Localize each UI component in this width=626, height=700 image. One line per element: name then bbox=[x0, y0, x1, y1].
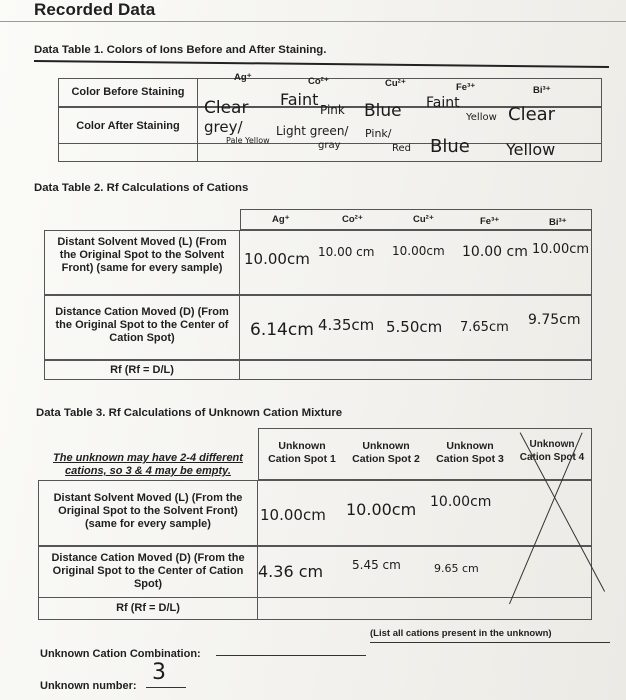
t1-ion-ag: Ag⁺ bbox=[234, 72, 252, 83]
hw-co-before: Faint bbox=[280, 90, 319, 109]
t3-header-3: Unknown Cation Spot 3 bbox=[436, 440, 504, 465]
hw-ag-after-2: Pale Yellow bbox=[226, 136, 270, 145]
t3-header-2: Unknown Cation Spot 2 bbox=[352, 440, 420, 465]
table3-caption: Data Table 3. Rf Calculations of Unknown Cation Mixture bbox=[36, 407, 343, 419]
hw-bi-before: Clear bbox=[508, 104, 556, 125]
t1-row-label-after: Color After Staining bbox=[76, 120, 180, 132]
hw-t2-l-ag: 10.00cm bbox=[244, 250, 310, 268]
unknown-number-value: 3 bbox=[152, 660, 166, 685]
hw-ag-before: Clear bbox=[204, 98, 249, 118]
hw-fe-after: Blue bbox=[430, 136, 470, 157]
table2-caption: Data Table 2. Rf Calculations of Cations bbox=[34, 182, 249, 194]
combination-label: Unknown Cation Combination: bbox=[40, 648, 201, 660]
t1-ion-bi: Bi³⁺ bbox=[533, 85, 551, 96]
hw-cu-before: Blue bbox=[364, 101, 402, 121]
hw-co-after-2: gray bbox=[318, 140, 341, 151]
hw-t2-l-fe: 10.00 cm bbox=[462, 244, 528, 260]
hw-t3-l-2: 10.00cm bbox=[346, 500, 417, 519]
table1-caption: Data Table 1. Colors of Ions Before and After Staining. bbox=[34, 44, 327, 56]
hw-t2-d-bi: 9.75cm bbox=[528, 312, 581, 328]
hw-cu-after-2: Red bbox=[392, 143, 411, 154]
table1-top-rule bbox=[34, 60, 609, 68]
unknown-number-blank bbox=[146, 687, 186, 688]
hw-t2-d-fe: 7.65cm bbox=[460, 320, 509, 335]
t2-row2-label: Distance Cation Moved (D) (From the Original Spot to the Center of Cation Spot) bbox=[55, 306, 229, 344]
title-rule bbox=[0, 21, 626, 22]
t2-ion-ag: Ag⁺ bbox=[272, 214, 290, 225]
hw-t3-d-1: 4.36 cm bbox=[258, 562, 324, 581]
hw-fe-before: Faint bbox=[426, 95, 460, 111]
hw-t2-d-cu: 5.50cm bbox=[386, 318, 443, 336]
t2-ion-bi: Bi³⁺ bbox=[549, 217, 567, 228]
t3-row1-label: Distant Solvent Moved (L) (From the Original Spot to the Solvent Front) (same for every sample) bbox=[53, 492, 243, 530]
t1-ion-fe: Fe³⁺ bbox=[456, 82, 476, 93]
t1-ion-co: Co²⁺ bbox=[308, 76, 329, 87]
hw-co-after: Light green/ bbox=[276, 124, 349, 138]
t1-row-label-before: Color Before Staining bbox=[71, 86, 185, 98]
t3-note: The unknown may have 2-4 different cations, so 3 & 4 may be empty. bbox=[53, 452, 243, 477]
t2-row3-label: Rf (Rf = D/L) bbox=[110, 364, 174, 376]
t3-header-1: Unknown Cation Spot 1 bbox=[268, 440, 336, 465]
unknown-number-label: Unknown number: bbox=[40, 680, 137, 692]
hw-ag-after: grey/ bbox=[204, 118, 243, 136]
hw-cu-after: Pink/ bbox=[365, 127, 392, 140]
hw-t3-d-3: 9.65 cm bbox=[434, 562, 479, 575]
hw-t2-l-co: 10.00 cm bbox=[318, 245, 375, 259]
t2-ion-co: Co²⁺ bbox=[342, 214, 363, 225]
hw-t2-l-cu: 10.00cm bbox=[392, 244, 445, 258]
hw-fe-before-2: Yellow bbox=[466, 112, 497, 123]
combination-blank-right bbox=[370, 642, 610, 643]
page-title: Recorded Data bbox=[34, 0, 156, 19]
t3-header-4: Unknown Cation Spot 4 bbox=[519, 439, 585, 463]
t2-row1-label: Distant Solvent Moved (L) (From the Original Spot to the Solvent Front) (same for every sample) bbox=[57, 236, 227, 274]
hw-t3-d-2: 5.45 cm bbox=[352, 558, 401, 572]
hw-t2-d-ag: 6.14cm bbox=[250, 320, 314, 340]
t3-row3-label: Rf (Rf = D/L) bbox=[116, 602, 180, 614]
hw-t3-l-1: 10.00cm bbox=[260, 506, 326, 524]
combination-hint: (List all cations present in the unknown) bbox=[370, 628, 552, 639]
t2-ion-fe: Fe³⁺ bbox=[480, 216, 500, 227]
hw-t3-l-3: 10.00cm bbox=[430, 494, 492, 510]
combination-blank-left bbox=[216, 655, 366, 656]
t3-row2-label: Distance Cation Moved (D) (From the Original Spot to the Center of Cation Spot) bbox=[51, 552, 245, 590]
t2-ion-cu: Cu²⁺ bbox=[413, 214, 434, 225]
hw-t2-d-co: 4.35cm bbox=[318, 316, 375, 334]
t1-ion-cu: Cu²⁺ bbox=[385, 78, 406, 89]
hw-co-before-2: Pink bbox=[320, 103, 345, 117]
hw-bi-after: Yellow bbox=[506, 140, 556, 159]
hw-t2-l-bi: 10.00cm bbox=[532, 242, 590, 257]
